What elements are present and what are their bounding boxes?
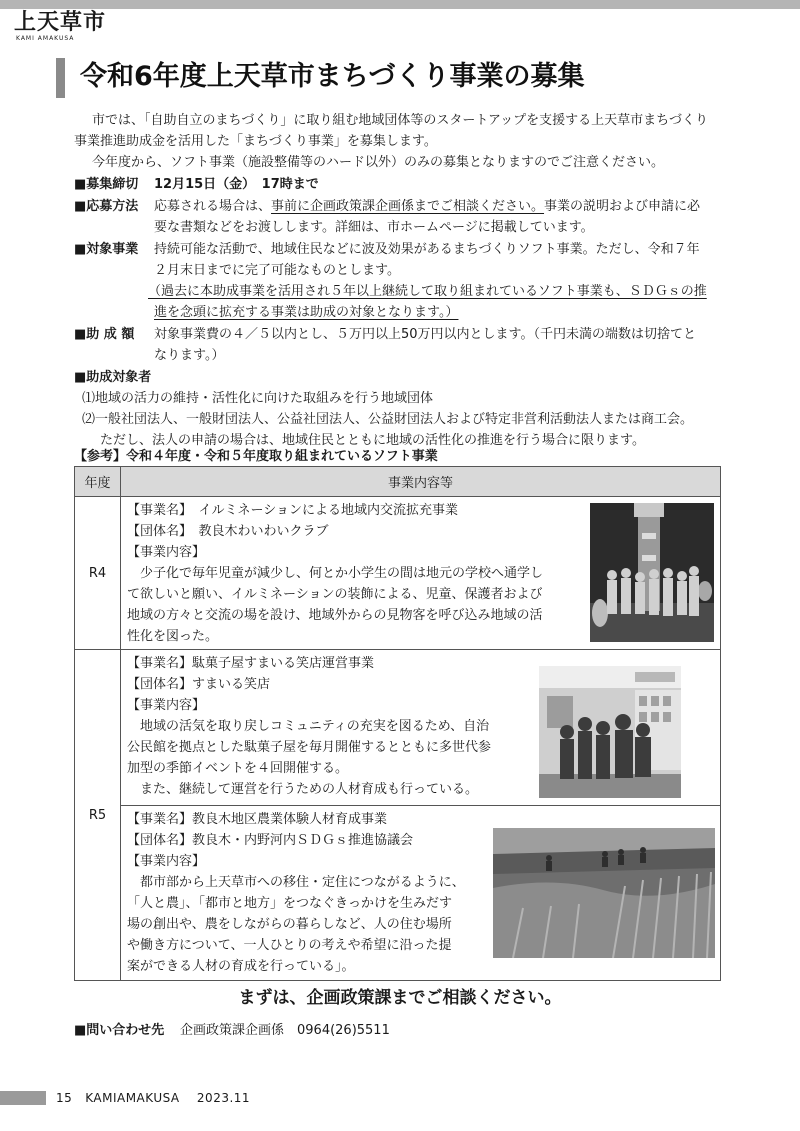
application-text: 応募される場合は、: [154, 199, 272, 214]
r5a-content-label: 【事業内容】: [127, 698, 206, 713]
page-title: 令和6年度上天草市まちづくり事業の募集: [80, 61, 585, 92]
application-label: ■応募方法: [74, 199, 139, 214]
target-line-3: （過去に本助成事業を活用され５年以上継続して取り組まれているソフト事業も、ＳＤＧｓの推: [148, 284, 707, 299]
magazine-name: KAMIAMAKUSA: [85, 1091, 180, 1105]
deadline-label: ■募集締切: [74, 177, 139, 192]
year-cell-r4: R4: [75, 497, 121, 650]
target-line-1: 持続可能な活動で、地域住民などに波及効果があるまちづくりソフト事業。ただし、令和７年: [154, 242, 700, 257]
r4-desc-line-3: 地域の方々と交流の場を設け、地域外からの見物客を呼び込み地域の活: [127, 608, 543, 623]
r5a-desc-line-3: 加型の季節イベントを４回開催する。: [127, 761, 349, 776]
target-line-2: ２月末日までに完了可能なものとします。: [154, 263, 400, 278]
target-line-4: 進を念頭に拡充する事業は助成の対象となります。）: [154, 305, 459, 320]
r5a-project-name: 【事業名】駄菓子屋すまいる笑店運営事業: [127, 656, 375, 671]
eligible-item-1: ⑴地域の活力の維持・活性化に向けた取組みを行う地域団体: [82, 391, 434, 406]
r5b-desc-line-3: 場の創出や、農をしながらの暮らしなど、人の住む場所: [127, 917, 452, 932]
logo-text: 上天草市: [14, 10, 107, 35]
r5b-desc-line-2: 「人と農」、「都市と地方」をつなぐきっかけを生みだす: [127, 896, 453, 911]
r5a-desc-line-1: 地域の活気を取り戻しコミュニティの充実を図るため、自治: [127, 719, 490, 734]
footer: [56, 1089, 250, 1107]
r5-divider: [121, 805, 720, 806]
closing-message: まずは、企画政策課までご相談ください。: [238, 988, 562, 1008]
r5b-farm-photo: [493, 828, 715, 958]
issue-date: 2023.11: [196, 1091, 251, 1105]
application-line-1: [154, 196, 700, 217]
contact-label: ■問い合わせ先: [74, 1023, 165, 1038]
table-row-r4: [75, 497, 721, 650]
eligible-item-2: ⑵一般社団法人、一般財団法人、公益社団法人、公益財団法人および特定非営利活動法人または商工会。: [82, 412, 694, 427]
r4-content-label: 【事業内容】: [127, 545, 206, 560]
r4-desc-line-4: 性化を図った。: [127, 629, 219, 644]
table-row-r5: [75, 650, 721, 981]
content-cell-r5: [121, 650, 721, 981]
r5b-desc-line-5: 案ができる人材の育成を行っている」。: [127, 959, 355, 974]
amount-line-2: なります。）: [154, 348, 225, 363]
reference-table: [74, 466, 721, 981]
masthead-logo: [14, 11, 124, 45]
r4-desc-line-1: 少子化で毎年児童が減少し、何とか小学生の間は地元の学校へ通学し: [127, 566, 544, 581]
year-cell-r5: R5: [75, 650, 121, 981]
top-band: [0, 0, 800, 9]
deadline-value: 12月15日（金） 17時まで: [154, 177, 319, 192]
r5b-content-label: 【事業内容】: [127, 854, 206, 869]
eligible-heading: ■助成対象者: [74, 370, 152, 385]
footer-band: [0, 1091, 46, 1105]
reference-heading: 【参考】令和４年度・令和５年度取り組まれているソフト事業: [74, 449, 438, 464]
r5a-shop-photo: [539, 666, 681, 798]
amount-label: ■助 成 額: [74, 327, 135, 342]
r4-desc-line-2: て欲しいと願い、イルミネーションの装飾による、児童、保護者および: [127, 587, 543, 602]
r5a-group-name: 【団体名】すまいる笑店: [127, 677, 271, 692]
r5b-desc-line-4: や働き方について、一人ひとりの考えや希望に沿った提: [127, 938, 452, 953]
logo-subtext: KAMI AMAKUSA: [16, 35, 75, 42]
r5b-project-name: 【事業名】教良木地区農業体験人材育成事業: [127, 812, 388, 827]
eligible-note: ただし、法人の申請の場合は、地域住民とともに地域の活性化の推進を行う場合に限ります。: [100, 433, 645, 448]
contact-value: 企画政策課企画係 0964(26)5511: [180, 1023, 390, 1038]
r5b-group-name: 【団体名】教良木・内野河内ＳＤＧｓ推進協議会: [127, 833, 414, 848]
content-cell-r4: [121, 497, 721, 650]
intro-line-3: 今年度から、ソフト事業（施設整備等のハード以外）のみの募集となりますのでご注意ください。: [92, 155, 665, 170]
r4-group-name: 【団体名】 教良木わいわいクラブ: [127, 524, 329, 539]
page-number: 15: [56, 1091, 73, 1105]
intro-line-2: 事業推進助成金を活用した「まちづくり事業」を募集します。: [74, 134, 437, 149]
column-header-content: 事業内容等: [121, 467, 721, 497]
r5a-desc-line-4: また、継続して運営を行うための人材育成も行っている。: [127, 782, 479, 797]
application-line-2: 要な書類などをお渡しします。詳細は、市ホームページに掲載しています。: [154, 220, 594, 235]
r5b-desc-line-1: 都市部から上天草市への移住・定住につながるように、: [127, 875, 465, 890]
r4-illumination-photo: [590, 503, 714, 642]
r4-project-name: 【事業名】 イルミネーションによる地域内交流拡充事業: [127, 503, 458, 518]
r5a-desc-line-2: 公民館を拠点とした駄菓子屋を毎月開催するとともに多世代参: [127, 740, 492, 755]
amount-line-1: 対象事業費の４／５以内とし、５万円以上50万円以内とします。（千円未満の端数は切捨てと: [154, 327, 697, 342]
column-header-year: 年度: [75, 467, 121, 497]
intro-line-1: 市では、「自助自立のまちづくり」に取り組む地域団体等のスタートアップを支援する上天草市まちづくり: [92, 113, 708, 128]
title-accent-bar: [56, 58, 65, 98]
target-label: ■対象事業: [74, 242, 139, 257]
application-underlined: 事前に企画政策課企画係までご相談ください。: [271, 199, 545, 214]
application-text-after: 事業の説明および申請に必: [544, 199, 701, 214]
